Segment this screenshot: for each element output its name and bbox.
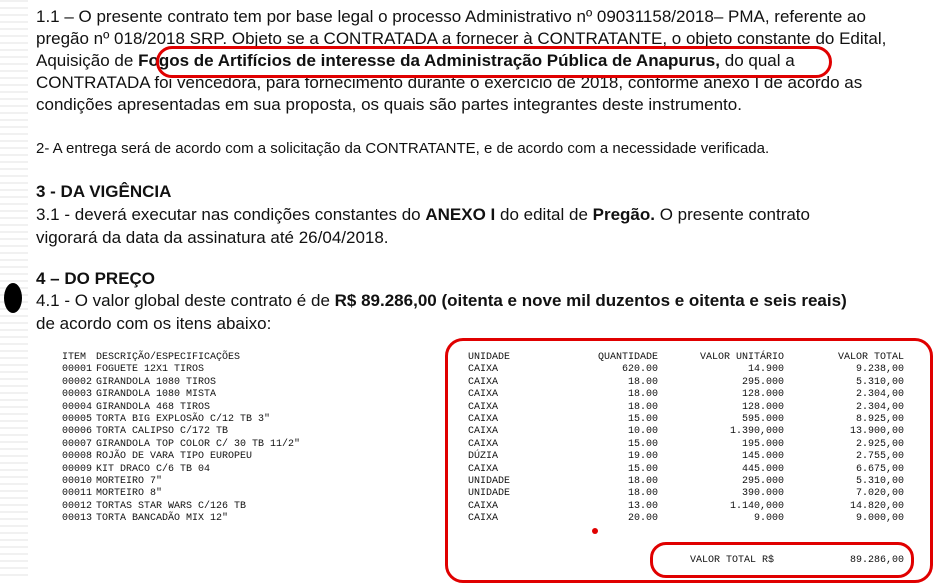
table-cell-item: 00004 [62, 401, 93, 413]
table-cell-valor-unitario: 445.000 [741, 463, 784, 475]
clause-3-1-line1 [36, 204, 810, 226]
table-cell-valor-total: 2.304,00 [855, 401, 904, 413]
table-cell-quantidade: 10.00 [627, 426, 658, 438]
clause-3-1-line2: vigorará da data da assinatura até 26/04/2018. [36, 228, 389, 247]
table-cell-unidade: CAIXA [468, 413, 499, 425]
table-cell-valor-unitario: 14.900 [747, 364, 784, 376]
table-cell-valor-total: 7.020,00 [855, 488, 904, 500]
global-value: R$ 89.286,00 (oitenta e nove mil duzentos e oitenta e seis reais) [334, 291, 847, 310]
table-cell-item: 00003 [62, 389, 93, 401]
table-cell-unidade: CAIXA [468, 500, 499, 512]
clause-3-1-text-end: O presente contrato [659, 205, 810, 224]
section-4-heading: 4 – DO PREÇO [36, 269, 156, 288]
header-valor-total: VALOR TOTAL [837, 352, 904, 363]
clause-4-1-line2: de acordo com os itens abaixo: [36, 314, 272, 333]
table-cell-valor-unitario: 295.000 [741, 475, 784, 487]
table-cell-descricao: GIRANDOLA 1080 MISTA [96, 389, 217, 401]
object-prefix: Aquisição de [36, 51, 134, 70]
table-cell-descricao: TORTA BANCADÃO MIX 12" [96, 513, 229, 525]
annotation-dot [592, 528, 598, 534]
table-cell-unidade: CAIXA [468, 376, 499, 388]
annex-reference: ANEXO I [425, 205, 496, 224]
table-cell-descricao: TORTA BIG EXPLOSÃO C/12 TB 3" [96, 413, 271, 425]
table-cell-descricao: MORTEIRO 8" [96, 488, 163, 500]
table-cell-unidade: UNIDADE [468, 488, 511, 500]
clause-2: 2- A entrega será de acordo com a solicitação da CONTRATANTE, e de acordo com a necessidade verificada. [36, 140, 770, 157]
col-descricao [96, 352, 456, 525]
table-cell-quantidade: 15.00 [627, 413, 658, 425]
table-cell-descricao: ROJÃO DE VARA TIPO EUROPEU [96, 451, 253, 463]
table-cell-item: 00012 [62, 500, 93, 512]
table-cell-unidade: CAIXA [468, 401, 499, 413]
clause-1-1-line5: condições apresentadas em sua proposta, os quais são partes integrantes deste instrumento. [36, 95, 742, 114]
table-cell-item: 00008 [62, 451, 93, 463]
table-cell-valor-total: 5.310,00 [855, 376, 904, 388]
table-cell-item: 00001 [62, 364, 93, 376]
table-cell-unidade: CAIXA [468, 463, 499, 475]
table-cell-valor-unitario: 595.000 [741, 413, 784, 425]
table-cell-unidade: CAIXA [468, 513, 499, 525]
table-cell-valor-total: 2.755,00 [855, 451, 904, 463]
section-3-heading: 3 - DA VIGÊNCIA [36, 182, 172, 201]
table-cell-item: 00010 [62, 475, 93, 487]
object-highlighted: Fogos de Artifícios de interesse da Administração Pública de Anapurus, [138, 51, 720, 70]
table-cell-valor-total: 8.925,00 [855, 413, 904, 425]
table-cell-valor-unitario: 195.000 [741, 438, 784, 450]
table-cell-item: 00002 [62, 376, 93, 388]
table-cell-quantidade: 15.00 [627, 463, 658, 475]
table-cell-item: 00006 [62, 426, 93, 438]
pregao-reference: Pregão. [592, 205, 655, 224]
table-cell-valor-total: 6.675,00 [855, 463, 904, 475]
header-item: ITEM [62, 352, 87, 363]
table-cell-item: 00009 [62, 463, 93, 475]
table-cell-quantidade: 13.00 [627, 500, 658, 512]
punch-hole [4, 283, 22, 313]
table-cell-descricao: GIRANDOLA 1080 TIROS [96, 376, 217, 388]
table-cell-descricao: FOGUETE 12X1 TIROS [96, 364, 205, 376]
table-cell-valor-total: 14.820,00 [849, 500, 904, 512]
table-cell-unidade: CAIXA [468, 438, 499, 450]
clause-1-1-line1: 1.1 – O presente contrato tem por base legal o processo Administrativo nº 09031158/2018– PMA, referente ao [36, 7, 866, 26]
table-cell-valor-unitario: 128.000 [741, 401, 784, 413]
table-cell-descricao: KIT DRACO C/6 TB 04 [96, 463, 211, 475]
table-cell-unidade: UNIDADE [468, 475, 511, 487]
table-cell-valor-total: 2.304,00 [855, 389, 904, 401]
table-cell-unidade: CAIXA [468, 426, 499, 438]
total-label: VALOR TOTAL R$ [690, 555, 775, 566]
header-unidade: UNIDADE [468, 352, 511, 363]
table-cell-valor-total: 9.000,00 [855, 513, 904, 525]
table-cell-item: 00011 [62, 488, 93, 500]
object-suffix: do qual a [724, 51, 795, 70]
table-cell-valor-unitario: 390.000 [741, 488, 784, 500]
table-cell-item: 00013 [62, 513, 93, 525]
header-valor-unitario: VALOR UNITÁRIO [699, 352, 784, 363]
table-cell-valor-total: 2.925,00 [855, 438, 904, 450]
clause-1-1-line2: pregão nº 018/2018 SRP. Objeto se a CONTRATADA a fornecer à CONTRATANTE, o objeto constante do Edital, [36, 29, 887, 48]
header-descricao: DESCRIÇÃO/ESPECIFICAÇÕES [96, 352, 241, 363]
table-cell-item: 00005 [62, 413, 93, 425]
table-cell-quantidade: 620.00 [621, 364, 658, 376]
table-cell-valor-total: 9.238,00 [855, 364, 904, 376]
table-cell-descricao: MORTEIRO 7" [96, 475, 163, 487]
table-cell-descricao: TORTAS STAR WARS C/126 TB [96, 500, 247, 512]
table-cell-valor-unitario: 128.000 [741, 389, 784, 401]
header-quantidade: QUANTIDADE [597, 352, 658, 363]
total-value: 89.286,00 [849, 555, 904, 566]
clause-3-1-text: 3.1 - deverá executar nas condições constantes do [36, 205, 421, 224]
table-cell-item: 00007 [62, 438, 93, 450]
table-cell-quantidade: 18.00 [627, 389, 658, 401]
table-cell-unidade: DÚZIA [468, 451, 499, 463]
table-cell-quantidade: 19.00 [627, 451, 658, 463]
table-cell-valor-unitario: 145.000 [741, 451, 784, 463]
clause-4-1-text: 4.1 - O valor global deste contrato é de [36, 291, 330, 310]
highlight-box-total [650, 542, 914, 578]
clause-1-1-line4: CONTRATADA foi vencedora, para fornecimento durante o exercício de 2018, conforme anexo I de acordo as [36, 73, 863, 92]
table-cell-descricao: GIRANDOLA 468 TIROS [96, 401, 211, 413]
table-cell-unidade: CAIXA [468, 364, 499, 376]
table-cell-descricao: TORTA CALIPSO C/172 TB [96, 426, 229, 438]
table-cell-quantidade: 20.00 [627, 513, 658, 525]
clause-4-1-line1 [36, 290, 847, 312]
table-cell-valor-total: 5.310,00 [855, 475, 904, 487]
table-cell-quantidade: 15.00 [627, 438, 658, 450]
highlight-ellipse-object [156, 46, 832, 78]
table-cell-quantidade: 18.00 [627, 376, 658, 388]
table-cell-valor-unitario: 295.000 [741, 376, 784, 388]
table-cell-valor-unitario: 1.390,000 [729, 426, 784, 438]
table-cell-unidade: CAIXA [468, 389, 499, 401]
table-cell-descricao: GIRANDOLA TOP COLOR C/ 30 TB 11/2" [96, 438, 301, 450]
table-cell-quantidade: 18.00 [627, 401, 658, 413]
table-cell-valor-unitario: 1.140,000 [729, 500, 784, 512]
table-cell-valor-unitario: 9.000 [753, 513, 784, 525]
table-cell-valor-total: 13.900,00 [849, 426, 904, 438]
clause-3-1-text-mid: do edital de [500, 205, 588, 224]
table-cell-quantidade: 18.00 [627, 475, 658, 487]
table-cell-quantidade: 18.00 [627, 488, 658, 500]
